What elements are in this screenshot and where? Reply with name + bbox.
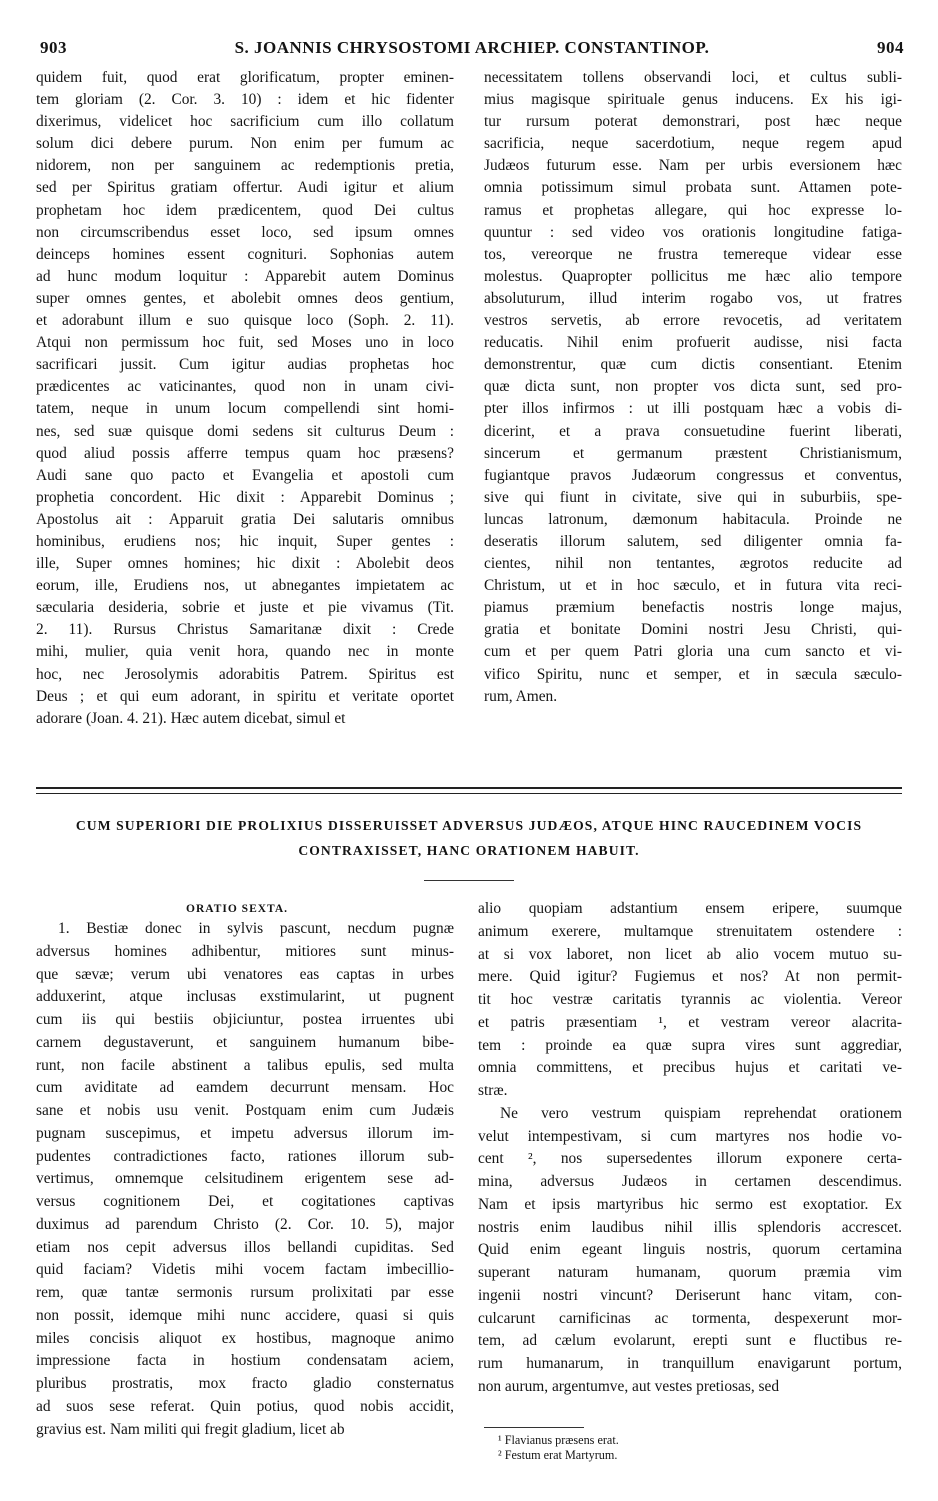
text-line: rum humanarum, in tranquillum enavigarunt portum, (478, 1355, 902, 1372)
text-line: sincerum et germanum præstent Christianismum, (484, 444, 902, 462)
text-line: piamus præmium benefactis nostris longe majus, (484, 599, 902, 617)
text-line: tem : proinde ea quæ supra vires sunt aggrediar, (478, 1036, 902, 1054)
text-line: Christum, ut et in hoc sæculo, et in futura vita reci- (484, 577, 902, 595)
text-line: prophetam hoc idem prædicentem, quod Dei cultus (36, 201, 454, 219)
text-line: quæ dicta sunt, non propter vos dicta sunt, sed pro- (484, 378, 902, 396)
running-title: S. JOANNIS CHRYSOSTOMI ARCHIEP. CONSTANTINOP. (234, 38, 710, 57)
short-divider (424, 880, 514, 881)
text-line: hoc, nec Jerosolymis adorabitis Patrem. Spiritus est (36, 665, 454, 683)
text-line: non circumscribendus esset loco, sed ipsum omnes (36, 223, 454, 241)
text-line: Atqui non permissum hoc fuit, sed Moses uno in loco (36, 334, 454, 352)
text-line: sacrificia, neque sacerdotium, neque regem apud (484, 135, 902, 153)
text-line: prædicentes ac vaticinantes, quod non in unam civi- (36, 378, 454, 396)
text-line: gratia et bonitate Domini nostri Jesu Christi, qui- (484, 621, 902, 639)
text-line: sane et nobis usu venit. Postquam enim cum Judæis (36, 1102, 454, 1119)
text-line: quid faciam? Videtis mihi vocem factam imbecillio- (36, 1261, 454, 1279)
text-line: mius magisque spirituale genus inducens. Ex his igi- (484, 91, 902, 109)
text-lines (36, 918, 454, 1441)
page-number-left: 903 (40, 38, 67, 57)
footnotes (498, 1433, 619, 1463)
text-line: luncas latronum, dæmonum habitacula. Proinde ne (484, 510, 902, 528)
text-line: omnia potissimum simul probata sunt. Attamen pote- (484, 179, 902, 197)
text-line: quidem fuit, quod erat glorificatum, propter eminen- (36, 69, 454, 86)
text-line: omnia committens, et precibus hujus et caritati ve- (478, 1059, 902, 1077)
text-line: reducatis. Nihil enim profuerit audisse, nisi facta (484, 334, 902, 352)
text-line: cum et per quem Patri gloria una cum sancto et vi- (484, 643, 902, 661)
text-line: gravius est. Nam militi qui fregit gladium, licet ab (36, 1420, 345, 1438)
running-header (40, 38, 904, 64)
section-divider (36, 787, 902, 794)
text-line: sed per Spiritus gratiam offertur. Audi igitur et alium (36, 179, 454, 197)
column-bottom-right (478, 898, 902, 1399)
text-line: Apostolus ait : Apparuit gratia Dei salutaris omnibus (36, 510, 454, 528)
text-line: mere. Quid igitur? Fugiemus et nos? At non permit- (478, 968, 902, 986)
text-line: ille, Super omnes homines; hic dixit : Abolebit deos (36, 555, 454, 573)
text-line: fugiantque pravos Judæorum congressus et conventus, (484, 466, 902, 484)
text-line: vestros servetis, ab errore revocetis, ad veritatem (484, 312, 902, 330)
text-line: absoluturum, illud interim rogabo vos, ut fratres (484, 289, 902, 307)
text-line: tem, ad cælum evolarunt, erepti sunt e fluctibus re- (478, 1332, 902, 1350)
text-line: stræ. (478, 1082, 508, 1099)
text-lines (484, 67, 902, 708)
text-line: tatem, neque in unum locum compellendi sint homi- (36, 400, 454, 418)
text-line: ad suos sese referat. Quin potius, quod nobis accidit, (36, 1397, 454, 1415)
text-line: non possit, idemque mihi nunc accidere, quasi si quis (36, 1306, 454, 1324)
text-line: necessitatem tollens observandi loci, et cultus subli- (484, 69, 902, 86)
text-line: deinceps homines essent cognituri. Sophonias autem (36, 245, 454, 263)
text-line: Ne vero vestrum quispiam reprehendat orationem (500, 1104, 902, 1122)
text-line: nidorem, non per sanguinem ac redemptionis pretia, (36, 157, 454, 175)
text-line: carnem degustaverunt, et sanguinem humanum bibe- (36, 1033, 454, 1051)
footnote-2: ² Festum erat Martyrum. (498, 1448, 618, 1462)
text-line: cent ², nos supersedentes illorum exponere certa- (478, 1150, 902, 1168)
text-line: Quid enim egeant linguis nostris, quorum certamina (478, 1241, 902, 1259)
section-heading (36, 813, 902, 863)
text-line: ramus et prophetas allegare, qui hoc expresse lo- (484, 201, 902, 219)
text-line: animum exerere, multamque strenuitatem ostendere : (478, 922, 902, 940)
text-line: pudentes contradictiones facto, rationes illorum sub- (36, 1147, 454, 1165)
text-line: hominibus, erudiens nos; hic inquit, Super gentes : (36, 532, 454, 550)
text-lines (478, 898, 902, 1399)
text-line: et adorabunt illum e suo quisque loco (Soph. 2. 11). (36, 312, 454, 330)
text-line: Deus ; et qui eum adorant, in spiritu et veritate oportet (36, 687, 454, 705)
text-line: et patris præsentiam ¹, et vestram vereor alacrita- (478, 1013, 902, 1031)
text-line: runt, non facile abstinent a talibus epulis, sed multa (36, 1056, 454, 1074)
text-line: sive qui fiunt in civitate, sive qui in suburbiis, spe- (484, 488, 902, 506)
column-top-left (36, 67, 454, 730)
text-line: prophetia concordent. Hic dixit : Apparebit Dominus ; (36, 488, 454, 506)
text-line: nes, sed suæ quisque domi sedens sit culturus Deum : (36, 422, 454, 440)
page-number-right: 904 (877, 38, 904, 57)
text-line: dicerint, et a prava consuetudine fuerint liberati, (484, 422, 902, 440)
text-line: dixerimus, videlicet hoc sacrificium cum illo collatum (36, 113, 454, 131)
text-line: eorum, ille, Erudiens nos, ut abnegantes impietatem ac (36, 577, 454, 595)
text-line: etiam nos cepit adversus illos bellandi cupiditas. Sed (36, 1238, 454, 1256)
text-line: culcarunt carnificinas ac tormenta, despexerunt mor- (478, 1309, 902, 1327)
text-line: mihi, mulier, quia venit hora, quando nec in monte (36, 643, 454, 661)
text-line: vertimus, omnemque celsitudinem erigentem sese ad- (36, 1170, 454, 1188)
text-line: pluribus prostratis, mox fracto gladio consternatus (36, 1375, 454, 1392)
text-line: super omnes gentes, et abolebit omnes deos gentium, (36, 289, 454, 307)
text-line: sæcularia desideria, sobrie et juste et pie vivamus (Tit. (36, 599, 454, 617)
footnote-1: ¹ Flavianus præsens erat. (498, 1433, 619, 1447)
text-line: cum iis qui bestiis objiciuntur, postea irruentes ubi (36, 1011, 454, 1028)
section-heading-line-2: CONTRAXISSET, HANC ORATIONEM HABUIT. (298, 843, 640, 858)
text-line: tur rursum poterat demonstrari, post hæc neque (484, 113, 902, 131)
text-line: adversus homines adhibentur, mitiores sunt minus- (36, 942, 454, 960)
text-line: Judæos futurum esse. Nam per urbis eversionem hæc (484, 157, 902, 175)
text-line: que sævæ; verum ubi venatores eas captas in urbes (36, 965, 454, 983)
text-line: rem, quæ tantæ sermonis rursum prolixitati par esse (36, 1284, 454, 1301)
section-heading-line-1: CUM SUPERIORI DIE PROLIXIUS DISSERUISSET ADVERSUS JUDÆOS, ATQUE HINC RAUCEDINEM VOCIS (75, 818, 863, 833)
text-line: Nam et ipsis martyribus hic sermo est exoptatior. Ex (478, 1195, 902, 1213)
text-line: demonstrentur, quæ cum dictis consentiant. Etenim (484, 356, 902, 374)
text-line: tit hoc vestræ caritatis tyrannis ac violentia. Vereor (478, 991, 902, 1008)
text-line: molestus. Quapropter pollicitus me hæc alio tempore (484, 267, 902, 285)
text-line: tos, vereorque ne frustra temereque videar esse (484, 245, 902, 263)
text-line: impressione facta in hostium condensatam aciem, (36, 1352, 454, 1370)
text-line: Audi sane quo pacto et Evangelia et apostoli cum (36, 466, 454, 484)
text-line: adduxerint, atque inclusas exstimularint, ut pugnent (36, 988, 454, 1006)
text-line: velut intempestivam, si cum martyres nos hodie vo- (478, 1127, 902, 1145)
text-line: nostris enim laudibus nihil illis splendoris accrescet. (478, 1218, 902, 1236)
text-line: ad hunc modum loquitur : Apparebit autem Dominus (36, 267, 454, 285)
text-lines (36, 67, 454, 730)
text-line: versus cognitionem Dei, et cogitationes captivas (36, 1193, 454, 1210)
oration-title: ORATIO SEXTA. (186, 903, 289, 915)
text-line: rum, Amen. (484, 687, 558, 705)
text-line: tem gloriam (2. Cor. 3. 10) : idem et hic fidenter (36, 91, 454, 109)
text-line: vifico Spiritu, nunc et semper, et in sæcula sæculo- (484, 665, 902, 683)
text-line: non aurum, argentumve, aut vestes pretiosas, sed (478, 1377, 780, 1395)
text-line: adorare (Joan. 4. 21). Hæc autem dicebat, simul et (36, 709, 346, 727)
text-line: pter illos infirmos : ut illi postquam hæc a vobis di- (484, 400, 902, 418)
text-line: 1. Bestiæ donec in sylvis pascunt, necdum pugnæ (58, 920, 454, 937)
text-line: miles concisis aliquot ex hostibus, magnoque animo (36, 1329, 454, 1347)
text-line: quuntur : sed video vos orationis longitudine fatiga- (484, 223, 902, 241)
text-line: 2. 11). Rursus Christus Samaritanæ dixit : Crede (36, 621, 454, 639)
footnote-rule (484, 1427, 584, 1428)
text-line: alio quopiam adstantium ensem eripere, suumque (478, 900, 902, 917)
column-top-right (484, 67, 902, 708)
text-line: cum aviditate ad eamdem decurrunt mensam. Hoc (36, 1079, 454, 1097)
text-line: superant naturam humanam, quorum præmia vim (478, 1264, 902, 1281)
text-line: mina, adversus Judæos in certamen descendimus. (478, 1173, 902, 1190)
text-line: ingenii nostri vincunt? Deriserunt hanc vitam, con- (478, 1286, 902, 1304)
text-line: deseratis illorum salutem, sed diligenter omnia fa- (484, 532, 902, 550)
text-line: quod aliud possis afferre tempus quam hoc præsens? (36, 444, 454, 462)
text-line: sacrificari jussit. Cum igitur audias prophetas hoc (36, 356, 454, 374)
text-line: solum dici debere purum. Non enim per fumum ac (36, 135, 454, 153)
text-line: cientes, nihil non tentantes, ægrotos reducite ad (484, 555, 902, 573)
column-bottom-left (36, 918, 454, 1441)
text-line: pugnam suscepimus, et impetu adversus illorum im- (36, 1124, 454, 1142)
text-line: duximus ad parendum Christo (2. Cor. 10. 5), major (36, 1215, 454, 1233)
text-line: at si vox laboret, non licet ab alio vocem mutuo su- (478, 945, 902, 963)
